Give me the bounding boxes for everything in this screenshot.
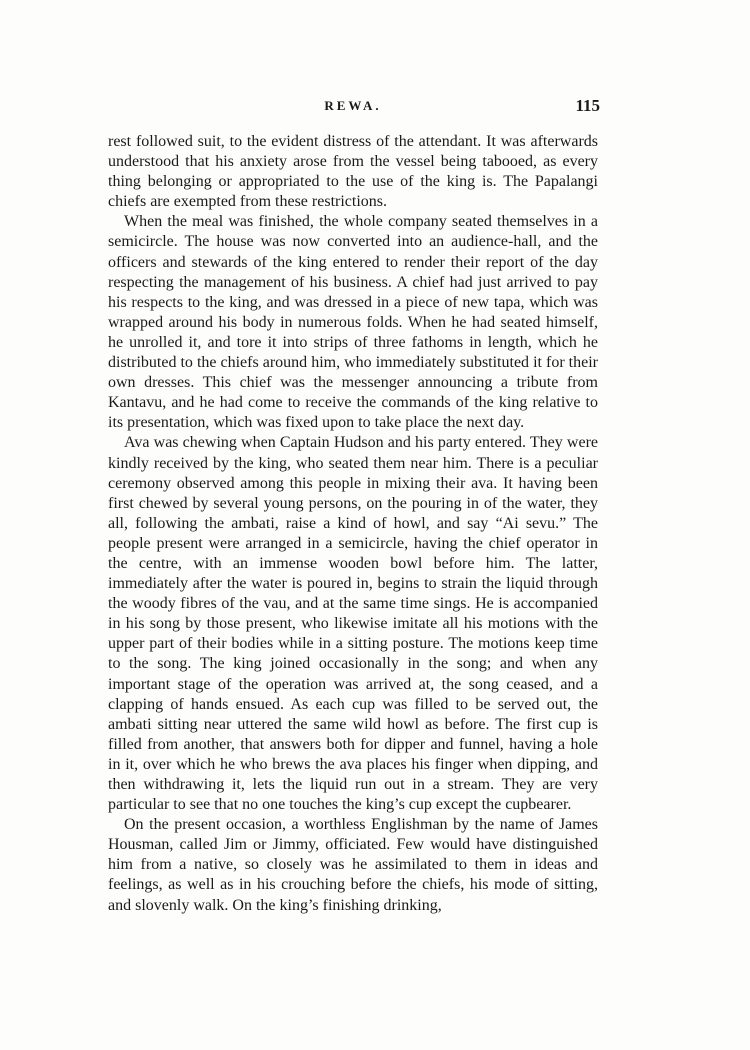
paragraph-ava-ceremony: Ava was chewing when Captain Hudson and his party entered. They were kindly received by the king, who seated them near him. There is a peculiar ceremony observed among this people in mixing their ava. It having been first chewed by several young persons, on the pouring in of the water, they all, following the ambati, raise a kind of howl, and say “Ai sevu.” The people present were arranged in a semicircle, having the chief operator in the centre, with an immense wooden bowl before him. The latter, immediately after the water is poured in, begins to strain the liquid through the woody fibres of the vau, and at the same time sings. He is accompanied in his song by those present, who likewise imitate all his motions with the upper part of their bodies while in a sitting posture. The motions keep time to the song. The king joined occasionally in the song; and when any important stage of the operation was arrived at, the song ceased, and a clapping of hands ensued. As each cup was filled to be served out, the ambati sitting near uttered the same wild howl as before. The first cup is filled from another, that answers both for dipper and funnel, having a hole in it, over which he who brews the ava places his finger when dipping, and then withdrawing it, lets the liquid run out in a stream. They are very particular to see that no one touches the king’s cup except the cupbearer. [108, 434, 598, 814]
page-number: 115 [575, 96, 600, 115]
paragraph-continuation: rest followed suit, to the evident distress of the attendant. It was afterwards understood that his anxiety arose from the vessel being tabooed, as every thing belonging or appropriated to the use of the king is. The Papalangi chiefs are exempted from these restrictions. [108, 133, 598, 211]
paragraph-audience-hall: When the meal was finished, the whole company seated themselves in a semicircle. The house was now converted into an audience-hall, and the officers and stewards of the king entered to render their report of the day respecting the management of his business. A chief had just arrived to pay his respects to the king, and was dressed in a piece of new tapa, which was wrapped around his body in numerous folds. When he had seated himself, he unrolled it, and tore it into strips of three fathoms in length, which he distributed to the chiefs around him, who immediately substituted it for their own dresses. This chief was the messenger announcing a tribute from Kantavu, and he had come to receive the commands of the king relative to its presentation, which was fixed upon to take place the next day. [108, 213, 598, 432]
running-head: REWA. [324, 98, 382, 113]
paragraph-housman: On the present occasion, a worthless Englishman by the name of James Housman, called Jim or Jimmy, officiated. Few would have distinguished him from a native, so closely was he assimilated to them in ideas and feelings, as well as in his crouching before the chiefs, his mode of sitting, and slovenly walk. On the king’s finishing drinking, [108, 816, 598, 914]
page-header [108, 96, 598, 124]
body-text [108, 132, 598, 916]
